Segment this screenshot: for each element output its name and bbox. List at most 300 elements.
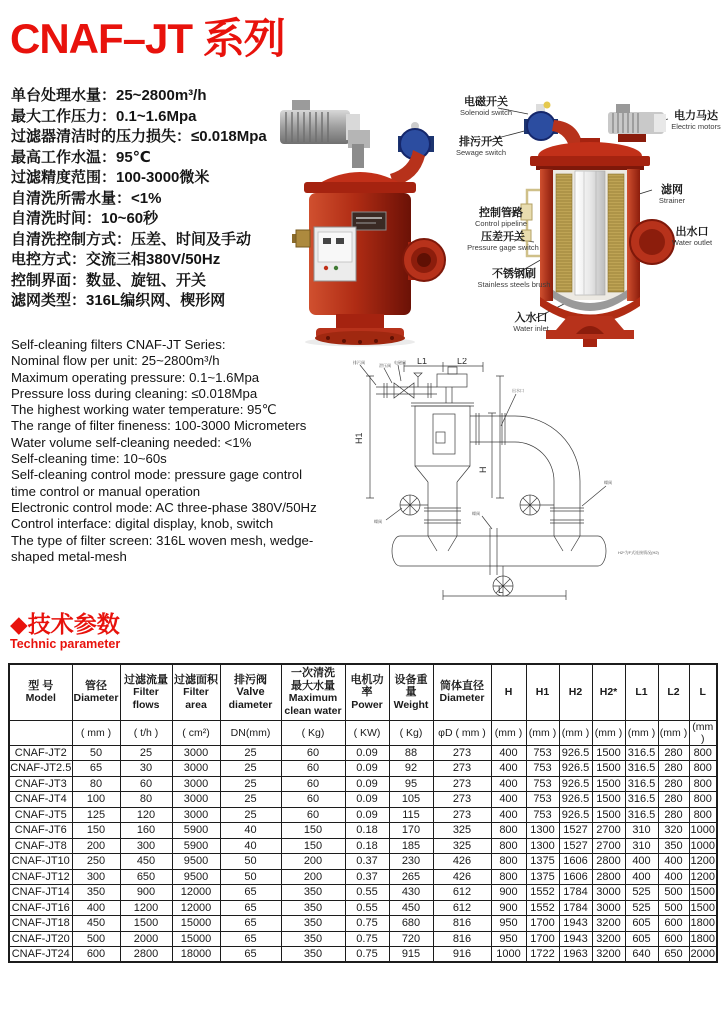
cutaway-label-en: Pressure gage switch	[467, 243, 539, 252]
table-row	[9, 854, 717, 870]
table-cell: CNAF-JT5	[9, 807, 72, 823]
col-header	[172, 664, 220, 720]
cutaway-label-cn: 排污开关	[459, 136, 503, 148]
table-cell: 600	[658, 931, 689, 947]
col-header	[491, 664, 526, 720]
table-body	[9, 745, 717, 962]
cn-spec-line: 控制界面：数显、旋钮、开关	[11, 271, 207, 289]
table-cell: 60	[281, 776, 345, 792]
unit-cell: (mm )	[559, 720, 592, 745]
unit-cell	[9, 720, 72, 745]
control-box-graphic	[314, 227, 356, 281]
table-cell: 316.5	[625, 807, 658, 823]
col-header	[220, 664, 281, 720]
en-spec-line: Nominal flow per unit: 25~2800m³/h	[11, 353, 220, 369]
table-cell: 280	[658, 792, 689, 808]
col-header-line: Diameter	[439, 692, 485, 705]
col-header-line: 排污阀 Valve	[234, 673, 267, 698]
table-cell: CNAF-JT3	[9, 776, 72, 792]
unit-cell: DN(mm)	[220, 720, 281, 745]
table-cell: 350	[281, 916, 345, 932]
table-cell: 316.5	[625, 792, 658, 808]
table-cell: CNAF-JT24	[9, 947, 72, 963]
table-row	[9, 885, 717, 901]
table-cell: 200	[72, 838, 120, 854]
table-cell: 5900	[172, 838, 220, 854]
cn-spec-line: 自清洗控制方式：压差、时间及手动	[11, 230, 252, 248]
table-cell: 2800	[592, 869, 625, 885]
table-header-row	[9, 664, 717, 720]
table-cell: 1700	[526, 931, 559, 947]
unit-cell: ( Kg)	[389, 720, 433, 745]
drawing-annotation: 蝶阀	[604, 480, 612, 485]
table-cell: 500	[72, 931, 120, 947]
table-cell: 950	[491, 916, 526, 932]
table-cell: 0.09	[345, 761, 389, 777]
table-cell: 170	[389, 823, 433, 839]
drawing-annotation: 泄压阀	[379, 363, 391, 368]
table-cell: 1963	[559, 947, 592, 963]
col-header-line: 设备重量	[394, 673, 428, 698]
cn-spec-line: 最大工作压力：0.1~1.6Mpa	[11, 107, 197, 125]
col-header-line: L1	[635, 686, 648, 698]
table-cell: 150	[72, 823, 120, 839]
table-cell: 500	[658, 885, 689, 901]
table-cell: 450	[389, 900, 433, 916]
table-cell: 15000	[172, 916, 220, 932]
table-cell: 310	[625, 838, 658, 854]
page-title: CNAF–JT 系列	[10, 15, 285, 62]
table-cell: 0.09	[345, 745, 389, 761]
table-cell: 800	[689, 761, 717, 777]
table-cell: 1527	[559, 823, 592, 839]
table-cell: 1500	[689, 900, 717, 916]
table-cell: 400	[491, 792, 526, 808]
cutaway-motor-graphic	[608, 104, 666, 142]
table-cell: 150	[281, 838, 345, 854]
dim-l2: L2	[457, 358, 468, 366]
table-cell: 265	[389, 869, 433, 885]
table-cell: 25	[120, 745, 172, 761]
table-cell: 3000	[172, 807, 220, 823]
cutaway-label-cn: 电磁开关	[464, 96, 508, 108]
en-specs-list	[11, 337, 317, 565]
table-row	[9, 807, 717, 823]
table-cell: 1000	[689, 838, 717, 854]
technic-parameter-table	[8, 663, 718, 963]
table-cell: 1000	[689, 823, 717, 839]
cutaway-label-en: Solenoid switch	[459, 108, 513, 117]
table-cell: 0.18	[345, 823, 389, 839]
table-cell: 50	[220, 869, 281, 885]
table-cell: 12000	[172, 900, 220, 916]
cn-spec-line: 自清洗所需水量：<1%	[11, 189, 162, 207]
cn-spec-line: 过滤精度范围：100-3000微米	[11, 169, 210, 186]
table-row	[9, 916, 717, 932]
col-header	[281, 664, 345, 720]
table-cell: 9500	[172, 869, 220, 885]
table-cell: 200	[281, 854, 345, 870]
table-cell: 65	[72, 761, 120, 777]
table-cell: 2000	[689, 947, 717, 963]
col-header-line: 一次清洗	[291, 667, 335, 680]
table-cell: 1552	[526, 900, 559, 916]
table-cell: 325	[433, 838, 491, 854]
table-cell: 350	[281, 900, 345, 916]
cutaway-label-pressure-gage-switch	[464, 231, 542, 252]
table-cell: 200	[281, 869, 345, 885]
table-cell: 1943	[559, 931, 592, 947]
cn-spec-line: 单台处理水量：25~2800m³/h	[11, 87, 207, 104]
table-cell: 400	[491, 761, 526, 777]
cutaway-label-en: Electric motors	[671, 122, 721, 131]
table-cell: 88	[389, 745, 433, 761]
cutaway-label-cn: 出水口	[675, 226, 709, 238]
table-cell: 80	[72, 776, 120, 792]
col-header-line: Maximum	[288, 692, 338, 705]
table-cell: 916	[433, 947, 491, 963]
dim-h: H	[478, 466, 488, 473]
table-cell: 40	[220, 823, 281, 839]
table-cell: 5900	[172, 823, 220, 839]
base-graphic	[305, 314, 415, 347]
table-cell: 800	[491, 838, 526, 854]
table-cell: 1800	[689, 916, 717, 932]
en-spec-line: The highest working water temperature: 95℃	[11, 402, 277, 418]
en-spec-line: Water volume self-cleaning needed: <1%	[11, 434, 252, 450]
cutaway-label-cn: 压差开关	[481, 231, 525, 243]
table-cell: CNAF-JT2.5	[10, 762, 72, 775]
table-cell: 1375	[526, 869, 559, 885]
table-cell: 60	[281, 745, 345, 761]
table-cell: 92	[389, 761, 433, 777]
table-cell: 3000	[172, 745, 220, 761]
table-cell: CNAF-JT10	[9, 854, 72, 870]
table-cell: CNAF-JT2	[9, 745, 72, 761]
table-cell: 1500	[689, 885, 717, 901]
col-header	[433, 664, 491, 720]
drawing-annotation: 蝶阀	[374, 519, 382, 524]
table-row	[9, 761, 717, 777]
en-spec-line: Pressure loss during cleaning: ≤0.018Mpa	[11, 385, 258, 401]
en-spec-line: Maximum operating pressure: 0.1~1.6Mpa	[11, 369, 260, 385]
table-cell: CNAF-JT18	[9, 916, 72, 932]
table-cell: 1200	[689, 869, 717, 885]
col-header-line: 过滤面积	[174, 673, 218, 686]
cutaway-label-en: Strainer	[658, 196, 686, 205]
table-cell: 0.09	[345, 807, 389, 823]
table-cell: 753	[526, 745, 559, 761]
unit-cell: (mm )	[526, 720, 559, 745]
drawing-annotation: 蝶阀	[472, 511, 480, 516]
table-cell: 0.55	[345, 885, 389, 901]
table-cell: 18000	[172, 947, 220, 963]
table-cell: 25	[220, 776, 281, 792]
product-photo	[252, 92, 452, 347]
col-header	[559, 664, 592, 720]
section-heading	[10, 611, 120, 651]
table-cell: 3200	[592, 931, 625, 947]
table-cell: 650	[120, 869, 172, 885]
table-cell: 1527	[559, 838, 592, 854]
col-header	[345, 664, 389, 720]
unit-cell: (mm )	[625, 720, 658, 745]
table-cell: 3000	[172, 761, 220, 777]
drawing-note: H2*为F式连接情况(H2)	[618, 550, 659, 555]
cn-specs-list	[11, 86, 267, 312]
table-cell: 350	[281, 885, 345, 901]
table-cell: 316.5	[625, 745, 658, 761]
col-header	[526, 664, 559, 720]
table-cell: 900	[120, 885, 172, 901]
en-spec-line: Control interface: digital display, knob, switch	[11, 516, 274, 532]
table-row	[9, 745, 717, 761]
table-cell: 3000	[172, 776, 220, 792]
table-cell: 600	[72, 947, 120, 963]
table-cell: 60	[281, 792, 345, 808]
en-spec-line: Self-cleaning filters CNAF-JT Series:	[11, 337, 226, 352]
table-cell: 65	[220, 931, 281, 947]
table-cell: 3000	[592, 900, 625, 916]
en-spec-line: Electronic control mode: AC three-phase 380V/50Hz	[11, 499, 317, 515]
table-cell: 125	[72, 807, 120, 823]
dim-l1: L1	[417, 358, 428, 366]
table-cell: 753	[526, 761, 559, 777]
table-cell: 280	[658, 776, 689, 792]
cutaway-label-cn: 不锈钢刷	[492, 268, 536, 280]
en-spec-line: The range of filter fineness: 100-3000 Micrometers	[11, 418, 307, 434]
table-cell: 3200	[592, 947, 625, 963]
cutaway-label-cn: 入水口	[514, 312, 548, 324]
table-cell: 926.5	[559, 807, 592, 823]
col-header-line: Model	[25, 692, 56, 705]
table-cell: 273	[433, 792, 491, 808]
table-cell: CNAF-JT8	[9, 838, 72, 854]
table-cell: 753	[526, 807, 559, 823]
table-cell: 350	[281, 931, 345, 947]
table-cell: 25	[220, 807, 281, 823]
table-cell: 95	[389, 776, 433, 792]
unit-cell: (mm )	[658, 720, 689, 745]
table-units-row	[9, 720, 717, 745]
table-cell: 900	[491, 900, 526, 916]
en-spec-line: Self-cleaning control mode: pressure gage control	[11, 467, 303, 483]
table-cell: 1784	[559, 885, 592, 901]
table-cell: 605	[625, 931, 658, 947]
col-header	[658, 664, 689, 720]
table-cell: 950	[491, 931, 526, 947]
table-cell: 1000	[491, 947, 526, 963]
table-cell: 350	[72, 885, 120, 901]
col-header-line: L2	[667, 686, 680, 698]
table-cell: 280	[658, 807, 689, 823]
table-cell: 400	[72, 900, 120, 916]
col-header-line: 电机功率	[350, 673, 384, 698]
table-cell: CNAF-JT14	[9, 885, 72, 901]
en-spec-line: time control or manual operation	[11, 483, 201, 499]
table-cell: 753	[526, 776, 559, 792]
unit-cell: ( cm²)	[172, 720, 220, 745]
table-cell: 320	[658, 823, 689, 839]
table-cell: 400	[491, 776, 526, 792]
table-cell: 1500	[592, 792, 625, 808]
table-cell: 430	[389, 885, 433, 901]
table-cell: 915	[389, 947, 433, 963]
table-cell: 40	[220, 838, 281, 854]
table-cell: 525	[625, 900, 658, 916]
table-cell: 2800	[120, 947, 172, 963]
table-cell: 160	[120, 823, 172, 839]
cutaway-label-sewage-switch	[446, 136, 516, 157]
table-cell: 612	[433, 900, 491, 916]
section-heading-cn: ◆技术参数	[10, 611, 120, 637]
table-cell: 273	[433, 776, 491, 792]
col-header-line: H1	[535, 686, 550, 698]
table-cell: CNAF-JT6	[9, 823, 72, 839]
table-cell: 65	[220, 885, 281, 901]
table-cell: 0.37	[345, 869, 389, 885]
table-cell: 310	[625, 823, 658, 839]
cutaway-label-en: Water outlet	[671, 238, 713, 247]
table-cell: 1500	[592, 761, 625, 777]
table-cell: 612	[433, 885, 491, 901]
table-cell: 350	[281, 947, 345, 963]
table-cell: 600	[658, 916, 689, 932]
table-cell: 1500	[592, 745, 625, 761]
cutaway-label-cn: 滤网	[661, 184, 683, 196]
table-cell: 753	[526, 792, 559, 808]
table-cell: 2000	[120, 931, 172, 947]
table-cell: 400	[491, 745, 526, 761]
table-cell: 250	[72, 854, 120, 870]
table-cell: 900	[491, 885, 526, 901]
table-cell: 0.55	[345, 900, 389, 916]
table-cell: 25	[220, 792, 281, 808]
table-cell: 650	[658, 947, 689, 963]
en-spec-line: The type of filter screen: 316L woven mesh, wedge-	[11, 532, 314, 548]
table-cell: 1200	[120, 900, 172, 916]
table-cell: 30	[120, 761, 172, 777]
unit-cell: (mm )	[689, 720, 717, 745]
table-cell: 2800	[592, 854, 625, 870]
table-cell: 15000	[172, 931, 220, 947]
unit-cell: φD ( mm )	[433, 720, 491, 745]
table-cell: 273	[433, 761, 491, 777]
table-cell: 9500	[172, 854, 220, 870]
col-header-line: H	[504, 686, 513, 698]
side-outlet-graphic	[403, 239, 445, 281]
table-cell: 25	[220, 761, 281, 777]
col-header	[120, 664, 172, 720]
col-header-line: Filter area	[183, 686, 209, 711]
table-cell: 115	[389, 807, 433, 823]
table-cell: 273	[433, 745, 491, 761]
table-cell: 60	[120, 776, 172, 792]
drawing-annotation: 出水口	[512, 388, 524, 393]
table-cell: 926.5	[559, 776, 592, 792]
col-header-line: 最大水量	[291, 679, 335, 692]
table-cell: 3000	[592, 885, 625, 901]
table-cell: 1500	[120, 916, 172, 932]
table-cell: 816	[433, 931, 491, 947]
cn-spec-line: 最高工作水温：95℃	[11, 148, 151, 166]
table-cell: 800	[689, 745, 717, 761]
col-header	[72, 664, 120, 720]
installation-drawing	[340, 358, 725, 620]
cutaway-label-en: Water inlet	[513, 324, 549, 333]
table-cell: 300	[120, 838, 172, 854]
cutaway-label-cn: 控制管路	[479, 207, 523, 219]
table-cell: 50	[72, 745, 120, 761]
table-cell: 680	[389, 916, 433, 932]
unit-cell: ( Kg)	[281, 720, 345, 745]
table-cell: 65	[220, 947, 281, 963]
col-header-line: Filter flows	[132, 686, 160, 711]
col-header	[689, 664, 717, 720]
table-cell: 450	[72, 916, 120, 932]
cutaway-label-water-inlet	[498, 312, 564, 333]
table-cell: 1552	[526, 885, 559, 901]
table-cell: 150	[281, 823, 345, 839]
table-head	[9, 664, 717, 745]
col-header-line: Weight	[393, 698, 429, 711]
table-cell: 230	[389, 854, 433, 870]
col-header-line: clean water	[284, 704, 342, 717]
table-cell: 800	[491, 854, 526, 870]
table-cell: 1943	[559, 916, 592, 932]
table-cell: CNAF-JT4	[9, 792, 72, 808]
table-cell: 0.18	[345, 838, 389, 854]
table-cell: 273	[433, 807, 491, 823]
motor-graphic	[280, 100, 370, 168]
cutaway-label-solenoid-switch	[446, 96, 526, 117]
drawing-annotation: 电磁阀	[394, 360, 406, 365]
table-cell: 325	[433, 823, 491, 839]
table-cell: 400	[625, 854, 658, 870]
cn-spec-line: 滤网类型：316L编织网、楔形网	[11, 292, 226, 309]
table-cell: 65	[220, 900, 281, 916]
col-header-line: H2*	[599, 686, 618, 698]
table-cell: 926.5	[559, 761, 592, 777]
unit-cell: ( KW)	[345, 720, 389, 745]
table-cell: 2700	[592, 823, 625, 839]
en-spec-line: Self-cleaning time: 10~60s	[11, 451, 167, 467]
table-row	[9, 838, 717, 854]
dim-l: L	[498, 585, 504, 595]
brass-fitting-graphic	[292, 230, 310, 247]
col-header-line: Diameter	[73, 692, 119, 705]
cutaway-label-en: Sewage switch	[455, 148, 507, 157]
table-cell: 185	[389, 838, 433, 854]
cn-spec-line: 自清洗时间：10~60秒	[11, 210, 159, 227]
col-header-line: diameter	[228, 698, 273, 711]
table-cell: 0.75	[345, 916, 389, 932]
cutaway-label-en: Control pipeline	[474, 219, 528, 228]
table-row	[9, 947, 717, 963]
cutaway-vessel-graphic	[530, 138, 650, 323]
unit-cell: ( mm )	[72, 720, 120, 745]
table-row	[9, 869, 717, 885]
col-header-line: 管径	[85, 679, 107, 692]
table-row	[9, 776, 717, 792]
table-cell: 1500	[592, 776, 625, 792]
table-cell: 605	[625, 916, 658, 932]
dim-h1: H1	[354, 432, 364, 444]
table-cell: 100	[72, 792, 120, 808]
table-cell: 50	[220, 854, 281, 870]
col-header	[9, 664, 72, 720]
table-cell: 0.37	[345, 854, 389, 870]
